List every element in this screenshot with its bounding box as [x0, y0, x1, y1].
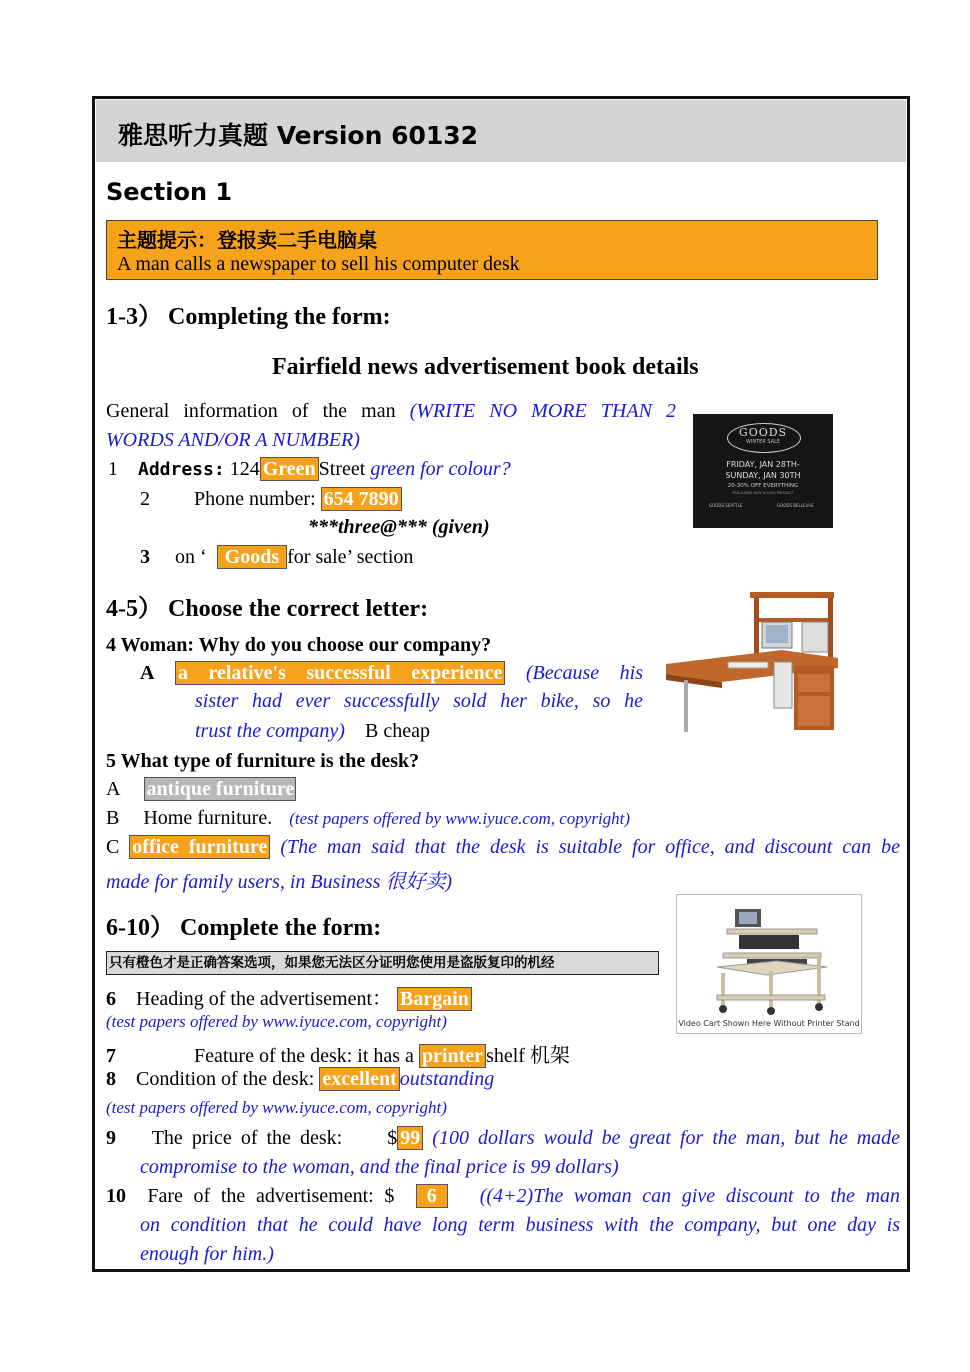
q10-note-2: on condition that he could have long term business with the company, but one day is [140, 1214, 900, 1236]
copyright-note-2: (test papers offered by www.iyuce.com, copyright) [106, 1012, 447, 1031]
q6-answer: Bargain [397, 987, 472, 1011]
video-cart-image [676, 894, 862, 1034]
cart-caption: Video Cart Shown Here Without Printer Stand [678, 1019, 860, 1028]
q5-note-2: made for family users, in Business 很好卖) [106, 871, 453, 893]
form-title: Fairfield news advertisement book details [272, 354, 699, 380]
page-title: 雅思听力真题 Version 60132 [118, 121, 479, 150]
q5-answer: office furniture [129, 835, 270, 859]
copyright-note: (test papers offered by www.iyuce.com, copyright) [289, 809, 631, 828]
q5-option-a-highlight: antique furniture [146, 778, 295, 800]
winter-sale-ad-image: GOODS WINTER SALE FRIDAY, JAN 28TH- SUNDAY, JAN 30TH 20-30% OFF EVERYTHING *EXCLUDES NEW GOODS PRODUCT GOODS SEATTLE GOODS BELLEVUE [693, 414, 833, 528]
q9-answer: 99 [397, 1126, 423, 1150]
q2-answer: 654 7890 [321, 487, 402, 511]
q1-answer: Green [260, 457, 319, 481]
computer-desk-image [662, 578, 852, 738]
q4-question: 4 Woman: Why do you choose our company? [106, 634, 492, 656]
q6-row: 6 Heading of the advertisement： Bargain [106, 982, 472, 1011]
q9-row: 9 The price of the desk: $ 99 (100 dollars would be great for the man, but he made [106, 1127, 901, 1149]
general-info-line: General information of the man (WRITE NO MORE THAN 2 [106, 400, 677, 422]
q10-answer: 6 [416, 1184, 448, 1208]
theme-en: A man calls a newspaper to sell his computer desk [117, 253, 520, 275]
part3-heading: 6-10） Complete the form: [106, 915, 382, 941]
copyright-note-3: (test papers offered by www.iyuce.com, copyright) [106, 1098, 447, 1117]
given-note: ***three@*** (given) [308, 516, 490, 538]
video-cart-drawing [677, 895, 861, 1019]
piracy-warning: 只有橙色才是正确答案选项，如果您无法区分证明您使用是盗版复印的机经 [106, 951, 659, 975]
q7-answer: printer [419, 1044, 486, 1068]
q5-option-a: A antique furniture [106, 778, 295, 800]
q10-row: 10 Fare of the advertisement: $ 6 ((4+2)The woman can give discount to the man [106, 1185, 901, 1207]
q5-option-c: C office furniture (The man said that the desk is suitable for office, and discount can be [106, 836, 900, 858]
q5-question: 5 What type of furniture is the desk? [106, 750, 420, 772]
q7-row: 7 Feature of the desk: it has a printer shelf 机架 [106, 1045, 570, 1067]
section-heading: Section 1 [106, 178, 233, 206]
part1-heading: 1-3） Completing the form: [106, 304, 391, 330]
q8-answer: excellent [319, 1067, 399, 1091]
q2-row: 2 Phone number: 654 7890 [140, 488, 402, 511]
q3-answer: Goods [217, 545, 287, 569]
q4-note-2: sister had ever successfully sold her bike, so he [195, 690, 643, 712]
q4-option-a: A a relative's successful experience (Because his [140, 662, 644, 684]
q5-option-b: B Home furniture. (test papers offered by www.iyuce.com, copyright) [106, 807, 631, 829]
q3-row: 3 on ‘ Goods for sale’ section [140, 546, 414, 568]
q10-note-3: enough for him.) [140, 1243, 274, 1265]
q9-note-2: compromise to the woman, and the final price is 99 dollars) [140, 1156, 619, 1178]
part2-heading: 4-5） Choose the correct letter: [106, 596, 429, 622]
q4-note-3-row: trust the company) B cheap [195, 720, 430, 742]
q1-row: 1 Address: 124 Green Street green for colour? [108, 458, 511, 480]
q4-answer: a relative's successful experience [175, 661, 505, 685]
theme-cn: 主题提示：登报卖二手电脑桌 [117, 228, 377, 252]
instruction-line: WORDS AND/OR A NUMBER) [106, 429, 360, 451]
theme-box [106, 220, 878, 280]
q8-row: 8 Condition of the desk: excellent outstanding [106, 1068, 495, 1090]
